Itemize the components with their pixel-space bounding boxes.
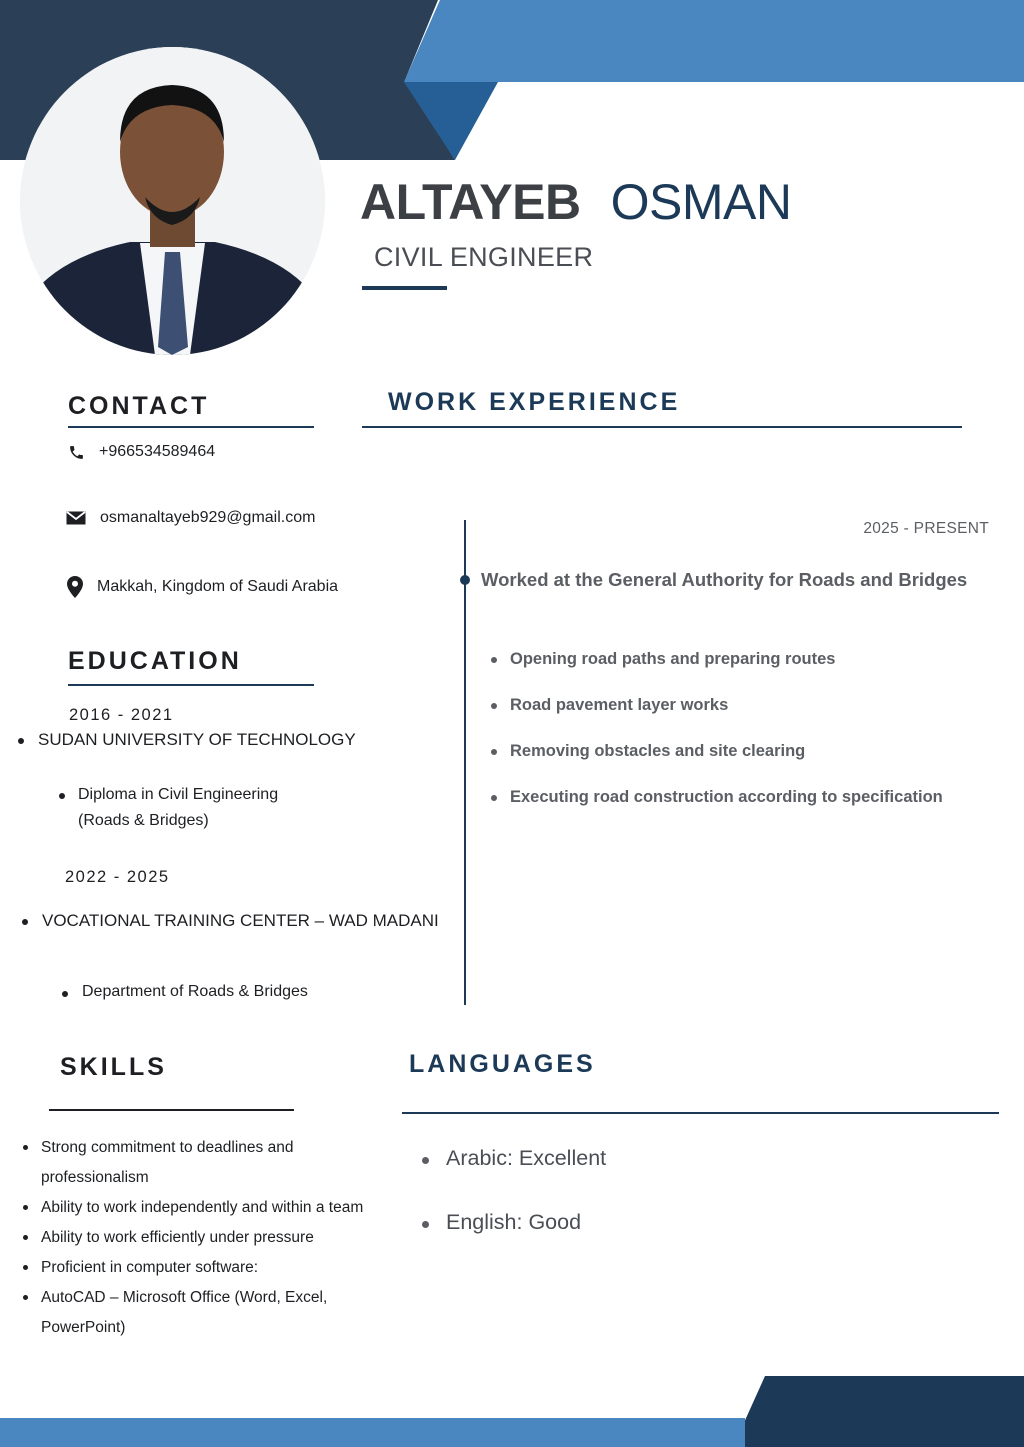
first-name: ALTAYEB (360, 174, 581, 230)
skill-item: Strong commitment to deadlines and professionalism (41, 1133, 371, 1193)
work-rule (362, 426, 962, 428)
email-text: osmanaltayeb929@gmail.com (100, 509, 316, 526)
bullet (62, 991, 68, 997)
last-name: OSMAN (610, 174, 792, 230)
education-rule (68, 684, 314, 686)
bullet (422, 1157, 429, 1164)
phone-icon (68, 444, 85, 461)
skill-item: Proficient in computer software: (41, 1253, 371, 1283)
phone-text: +966534589464 (99, 443, 216, 460)
work-heading: WORK EXPERIENCE (388, 388, 681, 416)
skills-rule (49, 1109, 294, 1111)
contact-heading: CONTACT (68, 392, 210, 420)
header-blue-band (404, 0, 1024, 82)
languages-heading: LANGUAGES (409, 1050, 596, 1078)
title-underline (362, 286, 447, 290)
skill-item: Ability to work independently and within a team (41, 1193, 371, 1223)
footer-navy-shape (733, 1376, 1024, 1447)
envelope-icon (66, 511, 86, 525)
language-item: Arabic: Excellent (446, 1146, 607, 1170)
education-heading: EDUCATION (68, 647, 242, 675)
contact-email (66, 509, 315, 527)
timeline-dot (460, 575, 470, 585)
contact-phone (68, 443, 215, 461)
language-item: English: Good (446, 1210, 582, 1234)
education-detail: Diploma in Civil Engineering (78, 786, 279, 803)
education-years: 2016 - 2021 (69, 706, 174, 724)
skill-item: AutoCAD – Microsoft Office (Word, Excel, PowerPoint) (41, 1283, 371, 1343)
work-role: Worked at the General Authority for Roads and Bridges (481, 569, 968, 590)
education-school: SUDAN UNIVERSITY OF TECHNOLOGY (38, 730, 356, 749)
bullet (491, 795, 497, 801)
bullet (18, 738, 24, 744)
skill-item: Ability to work efficiently under pressure (41, 1223, 371, 1253)
skills-heading: SKILLS (60, 1053, 167, 1081)
education-school: VOCATIONAL TRAINING CENTER – WAD MADANI (42, 911, 439, 930)
job-title: CIVIL ENGINEER (374, 242, 594, 272)
education-detail: (Roads & Bridges) (78, 812, 209, 829)
work-task: Removing obstacles and site clearing (510, 742, 806, 760)
profile-photo (20, 47, 325, 355)
bullet (491, 703, 497, 709)
full-name (360, 172, 791, 232)
location-text: Makkah, Kingdom of Saudi Arabia (97, 578, 339, 595)
skills-list (41, 1133, 371, 1343)
bullet (491, 749, 497, 755)
bullet (491, 657, 497, 663)
bullet (22, 919, 28, 925)
footer-blue-band (0, 1418, 745, 1447)
education-years: 2022 - 2025 (65, 868, 170, 886)
contact-rule (68, 426, 314, 428)
work-task: Opening road paths and preparing routes (510, 650, 836, 668)
timeline-line (464, 520, 466, 1005)
work-task: Executing road construction according to specification (510, 788, 943, 806)
education-detail: Department of Roads & Bridges (82, 983, 308, 1000)
map-pin-icon (67, 576, 83, 598)
work-task: Road pavement layer works (510, 696, 729, 714)
contact-location (67, 576, 338, 598)
bullet (59, 793, 65, 799)
languages-rule (402, 1112, 999, 1114)
bullet (422, 1221, 429, 1228)
work-period: 2025 - PRESENT (863, 520, 989, 537)
